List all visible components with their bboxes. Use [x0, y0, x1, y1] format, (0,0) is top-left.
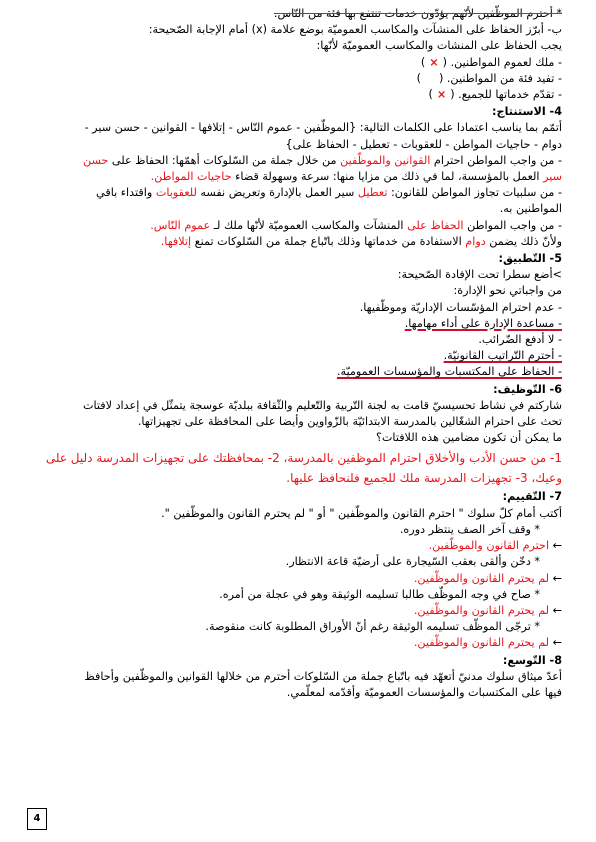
option-1: - ملك لعموم المواطنين. (×)	[420, 55, 562, 69]
x-mark: ×	[429, 55, 439, 69]
s4-paragraph-2b: المواطنين به.	[499, 202, 562, 216]
s5-item-5: - الحفاظ على المكتسبات والمؤسسات العموميّة.	[336, 365, 562, 379]
s7-question-4: * ترجّى الموظّف تسليمه الوثيقة رغم أنّ الأوراق المطلوبة كانت منقوصة.	[205, 620, 540, 634]
s6-answer-2: وعيك، 3- تجهيزات المدرسة ملك للجميع فلنحافظ عليها.	[286, 471, 562, 486]
section-7-title: 7- التّقييم:	[502, 490, 562, 504]
s7-question-2: * دخّن وألقى بعقب السّيجارة على أرضيّة قاعة الانتظار.	[285, 555, 540, 569]
arrow-icon: ←	[552, 539, 562, 553]
s5-item-2: - مساعدة الإدارة على أداء مهامها.	[404, 316, 562, 330]
s7-answer-4: ← لم يحترم القانون والموظّفين.	[413, 636, 562, 650]
s4-paragraph-1b: سير العمل بالمؤسسة، لما في ذلك من مزايا منها: سرعة وسهولة قضاء حاجيات المواطن.	[150, 170, 562, 184]
section-8-title: 8- التّوسع:	[502, 653, 562, 667]
s8-text-1: أعدّ ميثاق سلوك مدنيّ أتعهّد فيه باتّباع جملة من السّلوكات أحترم من خلالها القوانين والموظّفين وأحافظ	[84, 669, 562, 683]
part-b-stem: يجب الحفاظ على المنشات والمكاسب العموميّة لأنّها:	[316, 39, 562, 53]
worksheet-page	[20, 6, 562, 701]
section-6-title: 6- التّوظيف:	[493, 382, 562, 396]
s7-answer-1: ← احترم القانون والموظّفين.	[428, 539, 562, 553]
s5-instruction: >أضع سطرا تحت الإفادة الصّحيحة:	[397, 268, 562, 282]
s4-paragraph-4: ولأنّ ذلك يضمن دوام الاستفادة من خدماتها وذلك باتّباع جملة من السّلوكات تمنع إتلافها.	[160, 234, 562, 248]
arrow-icon: ←	[552, 571, 562, 585]
s4-intro-1: أتمّم بما يناسب اعتمادا على الكلمات التالية: {الموظّفين - عموم النّاس - إتلافها - القوانين - حسن سير -	[84, 121, 562, 135]
s7-answer-3: ← لم يحترم القانون والموظّفين.	[413, 603, 562, 617]
section-4-title: 4- الاستنتاج:	[492, 105, 562, 119]
option-2: - تفيد فئة من المواطنين. ()	[416, 71, 562, 85]
s8-text-2: فيها على المكتسبات والمؤسسات العموميّة وأقدّمه لمعلّمي.	[286, 685, 562, 699]
s5-item-4: - أحترم التّراتيب القانونيّة.	[443, 349, 562, 363]
s7-instruction: أكتب أمام كلّ سلوك " احترم القانون والموظّفين " أو " لم يحترم القانون والموظّفين ".	[161, 506, 562, 520]
struck-sentence: * أحترم الموظّفين لأنّهم يؤدّون خدمات تنتفع بها فئة من النّاس.	[273, 7, 562, 20]
s6-answer-1: 1- من حسن الأدب والأخلاق احترام الموظفين بالمدرسة، 2- بمحافظتك على تجهيزات المدرسة دليل على	[45, 451, 562, 466]
s6-text-1: شاركتم في نشاط تحسيسيّ قامت به لجنة التّربية والتّعليم والثّقافة ببلديّة عوسجة يتمثّل في إعداد لافتات	[82, 398, 562, 412]
s5-item-1: - عدم احترام المؤسّسات الإداريّة وموظّفيها.	[359, 300, 562, 314]
s7-question-1: * وقف آخر الصف ينتظر دوره.	[399, 522, 540, 536]
arrow-icon: ←	[552, 603, 562, 617]
s7-question-3: * صاح في وجه الموظّف طالبا تسليمه الوثيقة وهو في عجلة من أمره.	[219, 587, 540, 601]
part-b-prompt: ب- أبرّز الحفاظ على المنشآت والمكاسب العموميّة بوضع علامة (x) أمام الإجابة الصّحيحة:	[148, 23, 562, 37]
s7-answer-2: ← لم يحترم القانون والموظّفين.	[413, 571, 562, 585]
s4-paragraph-2a: - من سلبيات تجاوز المواطن للقانون: تعطيل سير العمل بالإدارة وتعريض نفسه للعقوبات واقتداء باقي	[96, 186, 562, 200]
s5-item-3: - لا أدفع الضّرائب.	[478, 333, 562, 347]
s5-stem: من واجباتي نحو الإدارة:	[453, 284, 562, 298]
s6-question: ما يمكن أن تكون مضامين هذه اللافتات؟	[375, 431, 562, 445]
section-5-title: 5- التّطبيق:	[498, 252, 562, 266]
option-3: - تقدّم خدماتها للجميع. (×)	[428, 88, 562, 102]
s4-intro-2: دوام - حاجيات المواطن - للعقوبات - تعطيل - الحفاظ على}	[285, 137, 562, 151]
s4-paragraph-1a: - من واجب المواطن احترام القوانين والموظّفين من خلال جملة من السّلوكات أهمّها: الحفاظ على حسن	[82, 153, 562, 167]
s4-paragraph-3: - من واجب المواطن الحفاظ على المنشآت والمكاسب العموميّة لأنّها ملك لـ عموم النّاس.	[150, 218, 562, 232]
s6-text-2: تحث على احترام الشغّالين بالمدرسة الابتدائيّة بالزّواوين وأيضا على المحافظة على تجهيزاتها.	[137, 415, 562, 429]
arrow-icon: ←	[552, 636, 562, 650]
x-mark: ×	[436, 88, 447, 102]
page-number: 4	[27, 808, 47, 830]
